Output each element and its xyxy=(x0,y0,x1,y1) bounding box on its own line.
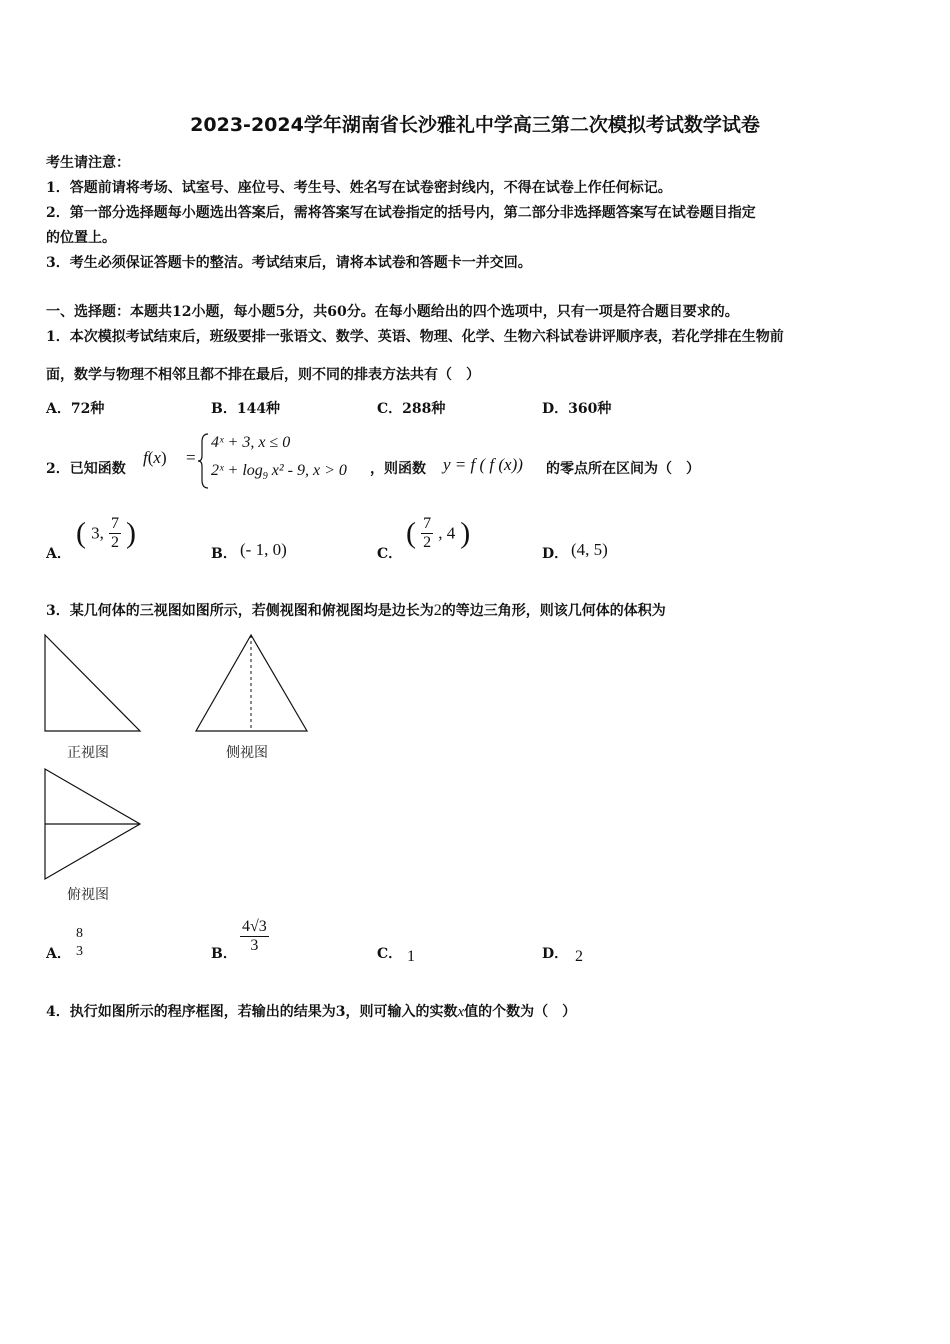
q1-option-b[interactable]: B．144种 xyxy=(211,401,281,417)
q1-option-d[interactable]: D．360种 xyxy=(542,401,612,417)
q3-stem: 3．某几何体的三视图如图所示，若侧视图和俯视图均是边长为2的等边三角形，则该几何体的体积为 xyxy=(46,602,666,619)
notice-item-1: 1．答题前请将考场、试室号、座位号、考生号、姓名写在试卷密封线内，不得在试卷上作任何标记。 xyxy=(46,180,672,196)
q3-option-a-label[interactable]: A． xyxy=(46,946,71,962)
q2-composite-function: y = f ( f (x)) xyxy=(443,455,523,474)
q2-option-a[interactable]: ( 3, $\frac{7}{2}$ ) xyxy=(76,515,137,551)
q1-stem-line1: 1．本次模拟考试结束后，班级要排一张语文、数学、英语、物理、化学、生物六科试卷讲评顺序表，若化学排在生物前 xyxy=(46,329,784,345)
q2-option-d-label[interactable]: D． xyxy=(542,546,569,562)
front-view-figure xyxy=(45,635,145,735)
top-view-caption: 俯视图 xyxy=(67,887,109,903)
q2-option-d[interactable]: (4, 5) xyxy=(571,540,608,559)
side-view-figure xyxy=(196,635,308,735)
notice-item-3: 3．考生必须保证答题卡的整洁。考试结束后，请将本试卷和答题卡一并交回。 xyxy=(46,255,532,271)
q3-option-b[interactable]: $\frac{4√3}{3}$ xyxy=(242,918,267,954)
q2-option-a-label[interactable]: A． xyxy=(46,546,71,562)
side-view-caption: 侧视图 xyxy=(226,745,268,761)
q3-option-d-label[interactable]: D． xyxy=(542,946,569,962)
q2-stem-prefix: 2．已知函数 xyxy=(46,461,126,477)
top-view-figure xyxy=(45,769,145,881)
q4-stem: 4．执行如图所示的程序框图，若输出的结果为3，则可输入的实数x值的个数为（ ） xyxy=(46,1004,577,1020)
q2-option-c-label[interactable]: C． xyxy=(377,546,403,562)
front-view-caption: 正视图 xyxy=(67,745,109,761)
q1-option-c[interactable]: C．288种 xyxy=(377,401,446,417)
q2-case-2: 2ˣ + $\log_9 x^2 - 9$, x > 0 xyxy=(211,462,347,483)
q2-function-name: f(x) xyxy=(143,448,167,467)
notice-heading: 考生请注意： xyxy=(46,155,130,171)
q2-equals: = xyxy=(186,448,196,467)
q3-option-b-label[interactable]: B． xyxy=(211,946,237,962)
q3-option-d[interactable]: 2 xyxy=(575,948,583,965)
q2-brace xyxy=(198,432,210,490)
front-view-triangle xyxy=(45,635,140,731)
q3-option-c[interactable]: 1 xyxy=(407,948,415,965)
page-title: 2023-2024学年湖南省长沙雅礼中学高三第二次模拟考试数学试卷 xyxy=(190,114,760,136)
q2-option-c[interactable]: ( $\frac{7}{2}$ , 4 ) xyxy=(406,515,471,551)
q2-case-1: 4ˣ + 3, x ≤ 0 xyxy=(211,434,291,451)
q1-option-a[interactable]: A．72种 xyxy=(46,401,105,417)
q3-option-c-label[interactable]: C． xyxy=(377,946,403,962)
q2-option-b[interactable]: (- 1, 0) xyxy=(240,540,287,559)
q3-option-a[interactable]: 8 3 xyxy=(76,926,83,959)
notice-item-2: 2．第一部分选择题每小题选出答案后，需将答案写在试卷指定的括号内，第二部分非选择题答案写在试卷题目指定 xyxy=(46,205,756,221)
notice-item-2-cont: 的位置上。 xyxy=(46,230,116,246)
q2-stem-suffix: 的零点所在区间为（ ） xyxy=(546,461,700,477)
q2-option-b-label[interactable]: B． xyxy=(211,546,237,562)
section-heading: 一、选择题：本题共12小题，每小题5分，共60分。在每小题给出的四个选项中，只有一项是符合题目要求的。 xyxy=(46,304,739,320)
q1-stem-line2: 面，数学与物理不相邻且都不排在最后，则不同的排表方法共有（ ） xyxy=(46,367,480,383)
q2-stem-mid: ，则函数 xyxy=(370,461,426,477)
